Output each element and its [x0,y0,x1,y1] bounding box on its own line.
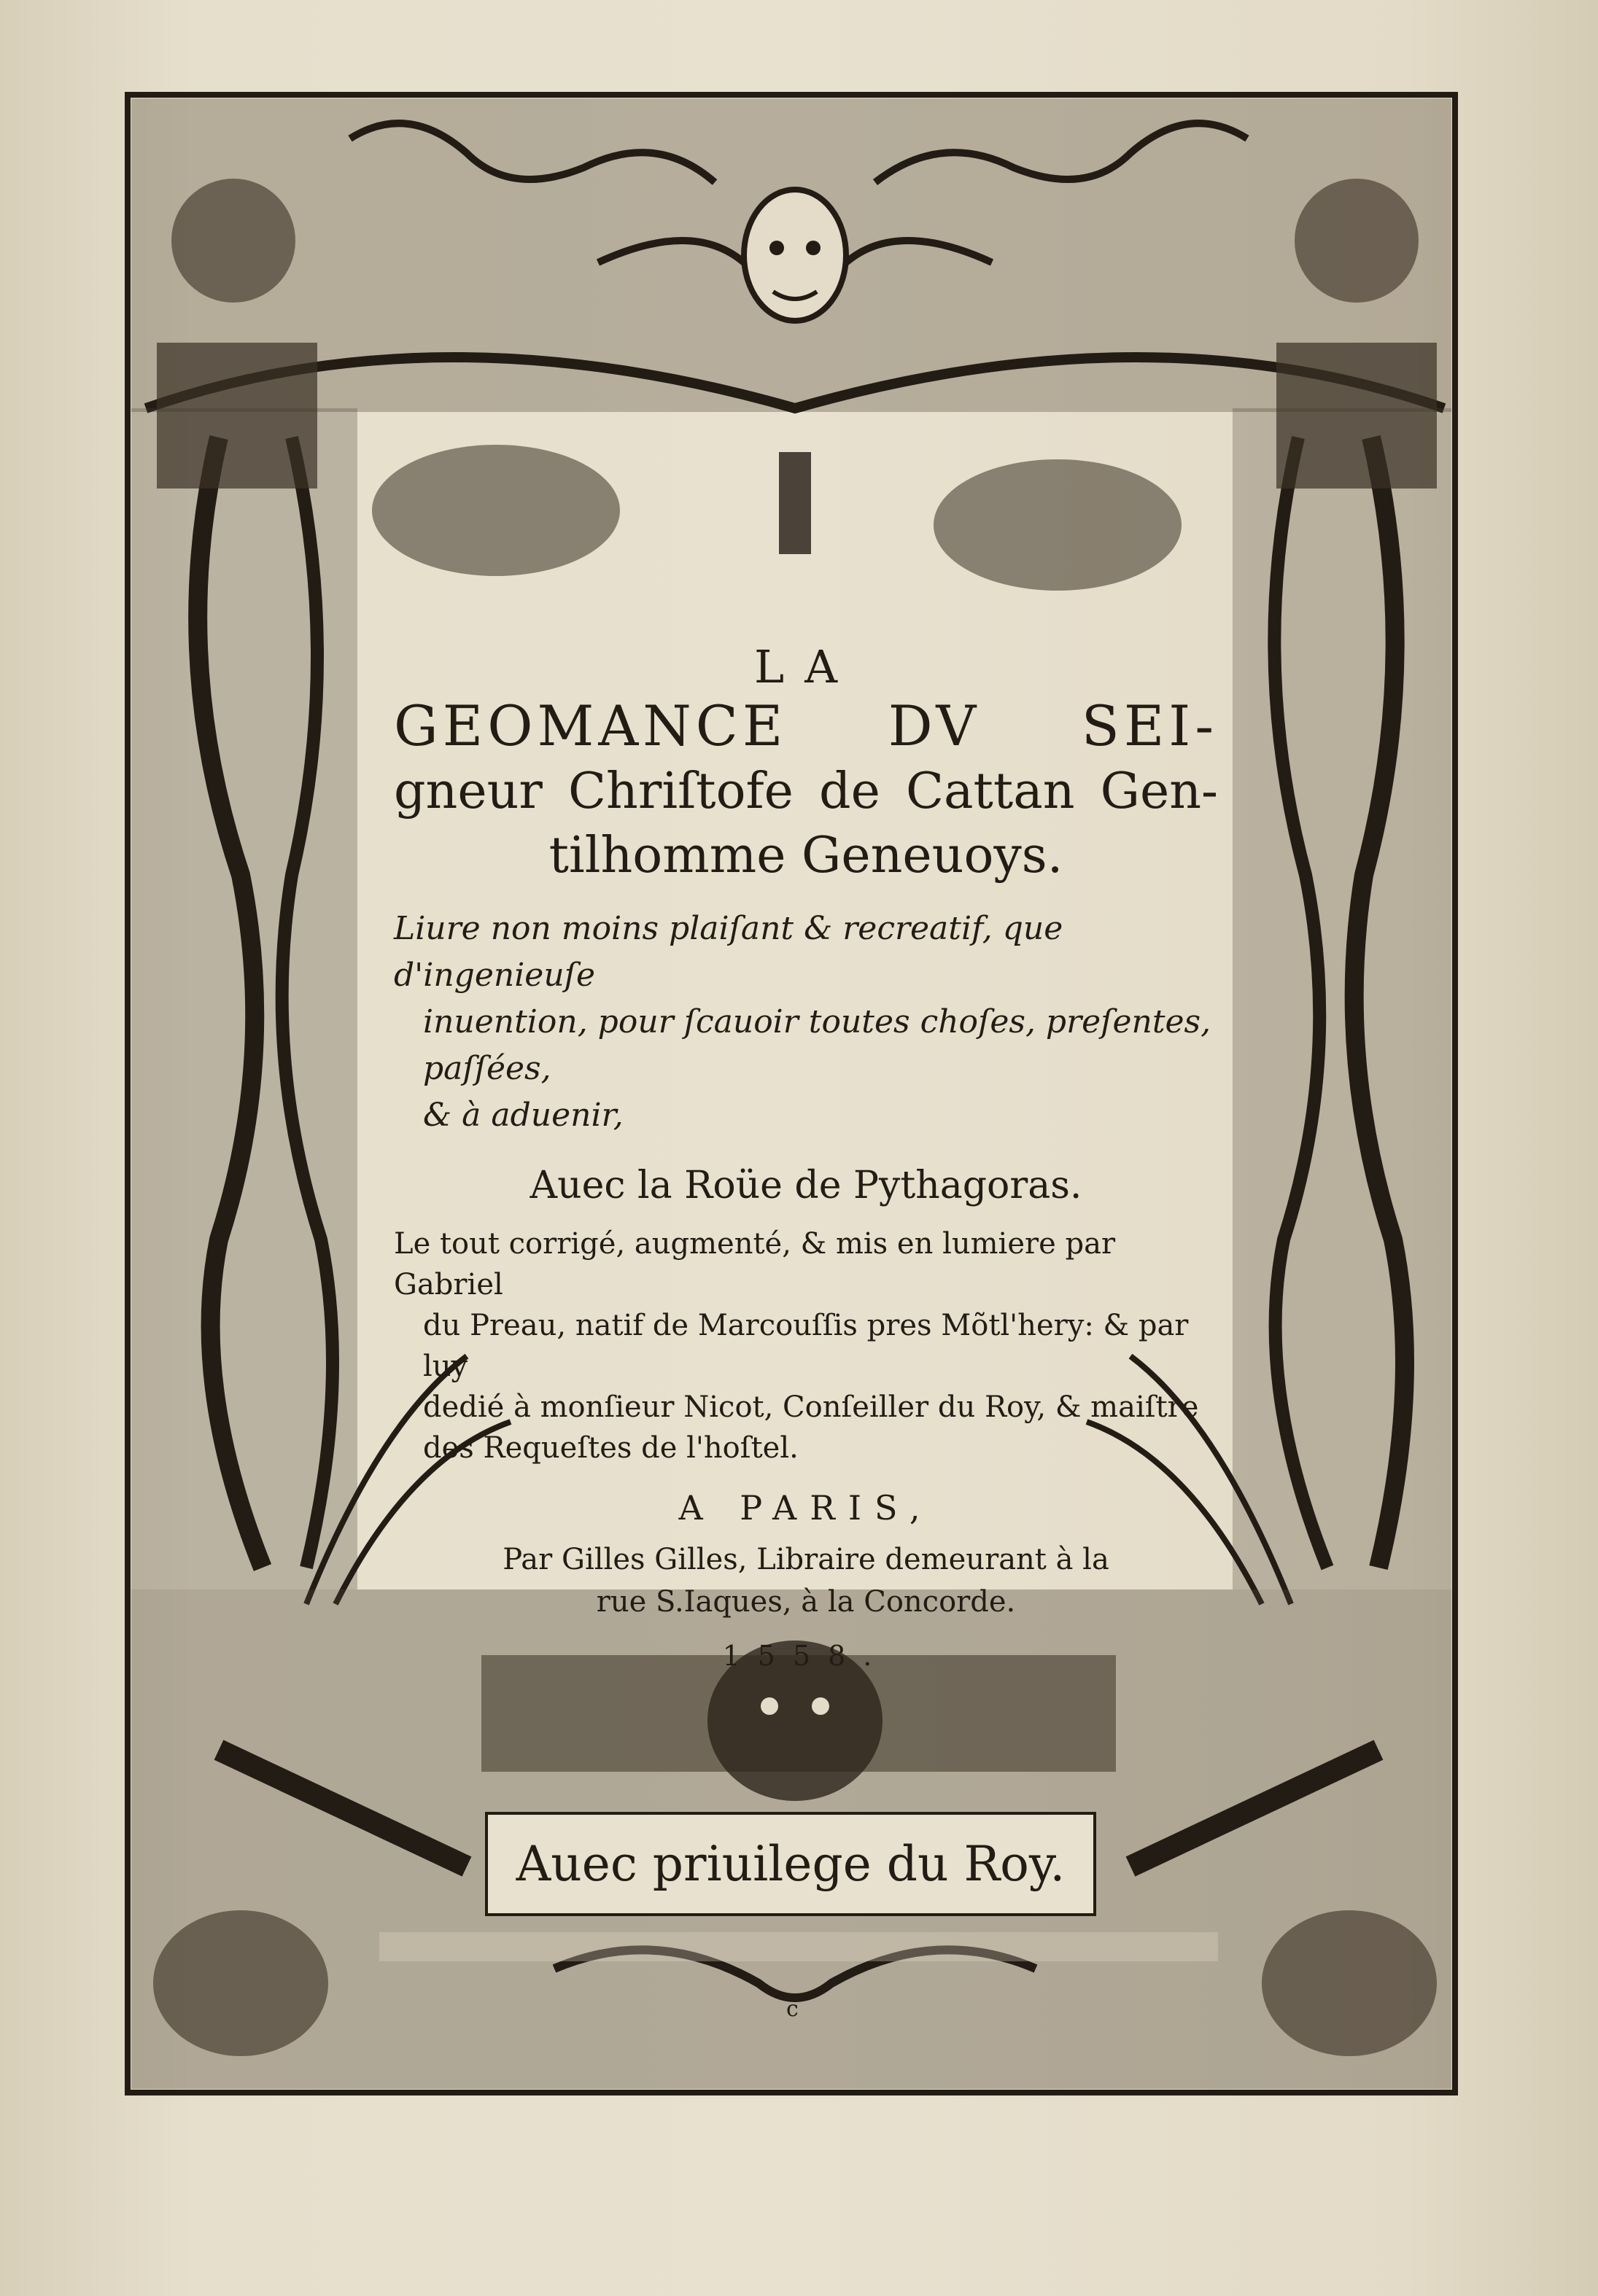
editor-note [379,1223,1233,1468]
right-figure [1233,343,1451,1589]
tassel [779,452,811,554]
imprint-printer [379,1538,1233,1623]
title-line-2: GEOMANCE DV SEI- [394,693,1218,758]
editor-note-line-2: du Preau, natif de Marcouſſis pres Mõtl'hery: & par luy [423,1309,1189,1383]
imprint-printer-line-1: Par Gilles Gilles, Libraire demeurant à la [503,1543,1109,1576]
left-figure [131,343,357,1589]
signature-mark: c [786,1996,799,2022]
subtitle-line-3: & à aduenir, [423,1097,624,1134]
imprint-city: A PARIS, [678,1488,934,1528]
privilege-cartouche [485,1812,1096,1916]
subtitle [379,906,1233,1139]
subtitle-line-2: inuention, pour ſcauoir toutes choſes, preſentes, paſſées, [423,1003,1211,1087]
imprint-year: 1558. [722,1640,890,1672]
title-page-text [379,634,1233,1674]
title-line-1: LA [754,640,858,693]
title-line-3: gneur Chriſtofe de Cattan Gen- [394,763,1218,820]
editor-note-line-1: Le tout corrigé, augmenté, & mis en lumiere par Gabriel [394,1227,1116,1301]
editor-note-line-3: dedié à monſieur Nicot, Conſeiller du Roy, & maiſtre [423,1390,1199,1424]
editor-note-line-4: des Requeſtes de l'hoſtel. [423,1431,799,1465]
roue-line: Auec la Roüe de Pythagoras. [530,1164,1082,1207]
imprint-printer-line-2: rue S.Iaques, à la Concorde. [596,1585,1016,1619]
privilege-text: Auec priuilege du Roy. [516,1836,1066,1892]
subtitle-line-1: Liure non moins plaiſant & recreatif, que d'ingenieuſe [394,910,1063,994]
title-line-4: tilhomme Geneuoys. [548,827,1063,884]
